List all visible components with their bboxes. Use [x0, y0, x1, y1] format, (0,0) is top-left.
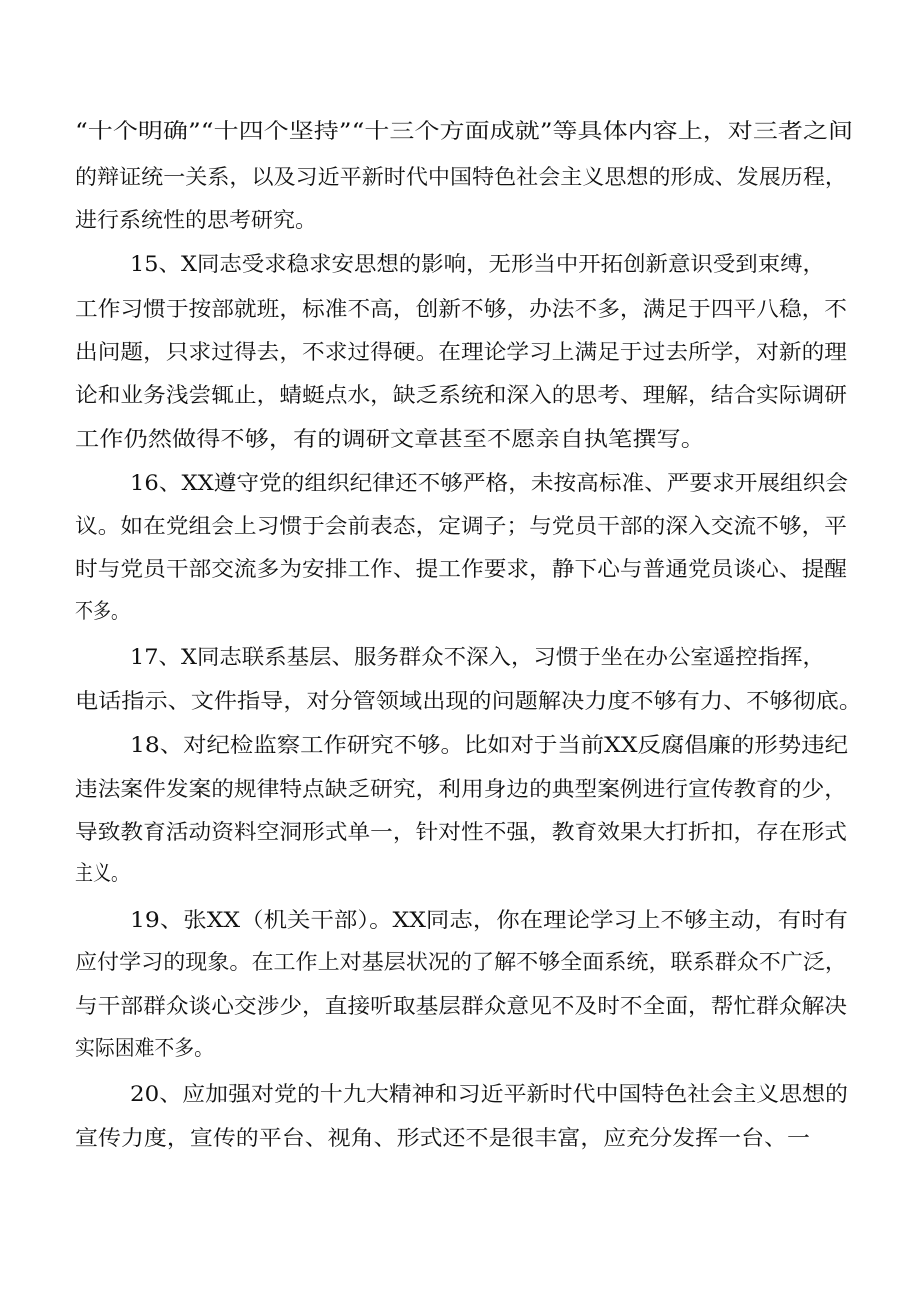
- text-line: [0, 203, 920, 237]
- line-text: 18、对纪检监察工作研究不够。比如对于当前XX反腐倡廉的形势违纪: [130, 733, 848, 757]
- line-text: 工作习惯于按部就班，标准不高，创新不够，办法不多，满足于四平八稳，不: [75, 297, 847, 321]
- text-line: [0, 772, 920, 806]
- text-line: [0, 509, 920, 543]
- line-text: 不多。: [75, 599, 129, 623]
- line-text: 应付学习的现象。在工作上对基层状况的了解不够全面系统，联系群众不广泛，: [75, 950, 847, 974]
- line-text: 进行系统性的思考研究。: [75, 208, 317, 232]
- line-text: 19、张XX（机关干部）。XX同志，你在理论学习上不够主动，有时有: [130, 908, 849, 932]
- line-text: 论和业务浅尝辄止，蜻蜓点水，缺乏系统和深入的思考、理解，结合实际调研: [75, 383, 847, 407]
- text-line: [0, 989, 920, 1023]
- line-text: 时与党员干部交流多为安排工作、提工作要求，静下心与普通党员谈心、提醒: [75, 557, 847, 581]
- text-line: [0, 335, 920, 369]
- line-text: 20、应加强对党的十九大精神和习近平新时代中国特色社会主义思想的: [130, 1082, 849, 1106]
- line-text: 议。如在党组会上习惯于会前表态，定调子；与党员干部的深入交流不够，平: [75, 514, 847, 538]
- paragraph-20-start: [0, 1077, 920, 1111]
- line-text: 违法案件发案的规律特点缺乏研究，利用身边的典型案例进行宣传教育的少，: [75, 777, 847, 801]
- paragraph-15-start: [0, 247, 920, 281]
- text-line: [0, 114, 920, 148]
- line-text: 导致教育活动资料空洞形式单一，针对性不强，教育效果大打折扣，存在形式: [75, 820, 847, 844]
- text-line: [0, 292, 920, 326]
- paragraph-16-start: [0, 466, 920, 500]
- text-line: [0, 1031, 920, 1065]
- text-line: [0, 552, 920, 586]
- paragraph-17-start: [0, 640, 920, 674]
- line-text: 工作仍然做得不够，有的调研文章甚至不愿亲自执笔撰写。: [75, 427, 705, 451]
- line-text: 与干部群众谈心交涉少，直接听取基层群众意见不及时不全面，帮忙群众解决: [75, 994, 847, 1018]
- text-line: [0, 856, 920, 890]
- paragraph-18-start: [0, 728, 920, 762]
- text-line: [0, 945, 920, 979]
- text-line: [0, 378, 920, 412]
- line-text: 出问题，只求过得去，不求过得硬。在理论学习上满足于过去所学，对新的理: [75, 340, 847, 364]
- text-line: [0, 160, 920, 194]
- line-text: 17、X同志联系基层、服务群众不深入，习惯于坐在办公室遥控指挥，: [130, 645, 825, 669]
- line-text: 实际困难不多。: [75, 1036, 215, 1060]
- line-text: 主义。: [75, 861, 129, 885]
- text-line: [0, 594, 920, 628]
- line-text: 16、XX遵守党的组织纪律还不够严格，未按高标准、严要求开展组织会: [130, 471, 849, 495]
- line-text: 电话指示、文件指导，对分管领域出现的问题解决力度不够有力、不够彻底。: [75, 689, 862, 713]
- text-line: [0, 422, 920, 456]
- text-line: [0, 1121, 920, 1155]
- text-line: [0, 815, 920, 849]
- paragraph-19-start: [0, 903, 920, 937]
- line-text: 15、X同志受求稳求安思想的影响，无形当中开拓创新意识受到束缚，: [130, 252, 825, 276]
- text-line: [0, 684, 920, 718]
- line-text: 宣传力度，宣传的平台、视角、形式还不是很丰富，应充分发挥一台、一: [75, 1126, 811, 1150]
- line-text: “十个明确”“十四个坚持”“十三个方面成就”等具体内容上，对三者之间: [75, 119, 854, 143]
- line-text: 的辩证统一关系，以及习近平新时代中国特色社会主义思想的形成、发展历程，: [75, 165, 847, 189]
